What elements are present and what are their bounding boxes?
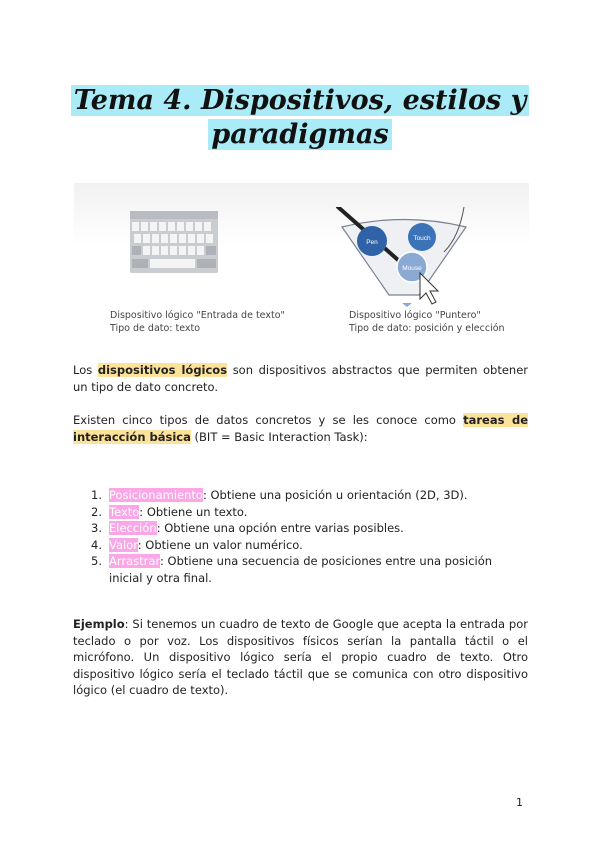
task-term: Valor <box>109 537 138 552</box>
title-line-1: Tema 4. Dispositivos, estilos y <box>71 85 530 116</box>
text-input-caption-line-2: Tipo de dato: texto <box>110 323 201 334</box>
bit-text-end: (BIT = Basic Interaction Task): <box>190 429 368 444</box>
touch-bubble-label: Touch <box>413 235 431 242</box>
devices-figure <box>74 183 529 340</box>
pointer-device-image <box>324 207 484 307</box>
list-item <box>73 504 528 521</box>
bit-text-start: Existen cinco tipos de datos concretos y se les conoce como <box>73 413 464 427</box>
pointer-caption-line-1: Dispositivo lógico "Puntero" <box>349 310 481 321</box>
pen-bubble-label: Pen <box>366 239 378 246</box>
basic-interaction-tasks-highlight: tareas de interacción básica <box>73 413 528 444</box>
list-item <box>73 520 528 537</box>
bit-paragraph <box>73 412 528 445</box>
example-text: : Si tenemos un cuadro de texto de Google que acepta la entrada por teclado o por voz. Los dispositivos físicos serían la pantalla táctil o el micrófono. Un dispositivo lógico sería el propio cuadro de texto. Otro dispositivo lógico sería el teclado táctil que se comunica con otro dispositivo lógico (el cuadro de texto). <box>73 617 528 697</box>
pointer-caption <box>349 309 505 335</box>
task-list <box>73 487 528 586</box>
task-term: Arrastrar <box>109 554 160 568</box>
list-number: 3. <box>91 521 102 535</box>
page-number: 1 <box>516 796 523 809</box>
pointer-caption-line-2: Tipo de dato: posición y elección <box>349 323 505 334</box>
task-term: Texto <box>109 504 140 519</box>
logical-devices-highlight: dispositivos lógicos <box>97 363 228 377</box>
list-number: 5. <box>91 554 102 568</box>
task-term: Posicionamiento <box>109 488 203 502</box>
title-line-2: paradigmas <box>208 119 391 150</box>
task-term: Elección <box>109 521 157 535</box>
task-description: : Obtiene una secuencia de posiciones entre una posición inicial y otra final. <box>109 554 493 585</box>
text-input-caption-line-1: Dispositivo lógico "Entrada de texto" <box>110 310 285 321</box>
example-label: Ejemplo <box>73 617 125 631</box>
list-item <box>73 487 528 504</box>
list-number: 1. <box>91 488 102 502</box>
list-number: 4. <box>91 537 102 552</box>
text-input-caption <box>110 309 285 335</box>
mouse-bubble-label: Mouse <box>402 265 422 272</box>
task-description: : Obtiene un texto. <box>139 504 248 519</box>
list-number: 2. <box>91 504 102 519</box>
task-description: : Obtiene una posición u orientación (2D, 3D). <box>202 488 468 502</box>
intro-text-start: Los <box>73 363 98 377</box>
touch-keyboard-image <box>130 211 218 273</box>
list-item <box>73 537 528 554</box>
intro-text-end: son dispositivos abstractos que permiten obtener un tipo de dato concreto. <box>73 363 529 394</box>
task-description: : Obtiene un valor numérico. <box>137 537 303 552</box>
task-description: : Obtiene una opción entre varias posibles. <box>156 521 404 535</box>
intro-paragraph <box>73 362 528 395</box>
page-title <box>60 84 540 152</box>
example-paragraph <box>73 616 528 699</box>
list-item <box>73 553 528 586</box>
